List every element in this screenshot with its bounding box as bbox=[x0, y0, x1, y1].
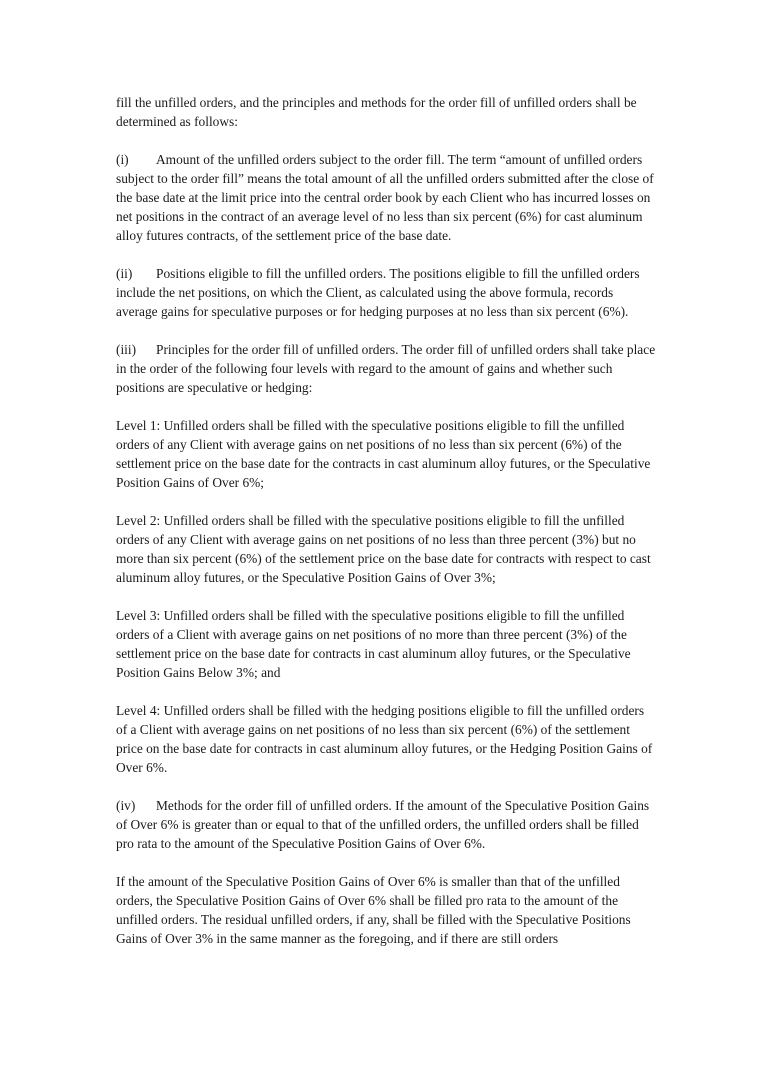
paragraph-item-ii bbox=[116, 264, 656, 321]
paragraph-text: Amount of the unfilled orders subject to the order fill. The term “amount of unfilled orders subject to the order fill” means the total amount of all the unfilled orders submitted after the close of the base date at the limit price into the central order book by each Client who has incurred losses on net positions in the contract of an average level of no less than six percent (6%) for cast aluminum alloy futures contracts, of the settlement price of the base date. bbox=[116, 152, 654, 243]
paragraph-text: Level 2: Unfilled orders shall be filled with the speculative positions eligible to fill the unfilled orders of any Client with average gains on net positions of no less than three percent (3%) but no more than six percent (6%) of the settlement price on the base date for contracts with respect to cast aluminum alloy futures, or the Speculative Position Gains of Over 3%; bbox=[116, 513, 651, 585]
paragraph-level-4 bbox=[116, 701, 656, 777]
paragraph-text: Level 1: Unfilled orders shall be filled with the speculative positions eligible to fill the unfilled orders of any Client with average gains on net positions of no less than six percent (6%) of the settlement price on the base date for the contracts in cast aluminum alloy futures, or the Speculative Position Gains of Over 6%; bbox=[116, 418, 651, 490]
item-number: (ii) bbox=[116, 266, 133, 281]
paragraph-text: Level 4: Unfilled orders shall be filled with the hedging positions eligible to fill the unfilled orders of a Client with average gains on net positions of no less than six percent (6%) of the settlement price on the base date for contracts in cast aluminum alloy futures, or the Hedging Position Gains of Over 6%. bbox=[116, 703, 653, 775]
item-number: (iii) bbox=[116, 342, 137, 357]
paragraph-level-2 bbox=[116, 511, 656, 587]
paragraph-text: Positions eligible to fill the unfilled orders. The positions eligible to fill the unfilled orders include the net positions, on which the Client, as calculated using the above formula, records average gains for speculative purposes or for hedging purposes at no less than six percent (6%). bbox=[116, 266, 640, 319]
paragraph-level-1 bbox=[116, 416, 656, 492]
paragraph-text: If the amount of the Speculative Position Gains of Over 6% is smaller than that of the unfilled orders, the Speculative Position Gains of Over 6% shall be filled pro rata to the amount of the unfilled orders. The residual unfilled orders, if any, shall be filled with the Speculative Positions Gains of Over 3% in the same manner as the foregoing, and if there are still orders bbox=[116, 874, 631, 946]
paragraph-text: Methods for the order fill of unfilled orders. If the amount of the Speculative Position Gains of Over 6% is greater than or equal to that of the unfilled orders, the unfilled orders shall be filled pro rata to the amount of the Speculative Position Gains of Over 6%. bbox=[116, 798, 650, 851]
item-number: (i) bbox=[116, 152, 129, 167]
item-number: (iv) bbox=[116, 798, 136, 813]
document-body bbox=[116, 93, 656, 967]
paragraph-level-3 bbox=[116, 606, 656, 682]
paragraph-item-iv bbox=[116, 796, 656, 853]
paragraph-text: Level 3: Unfilled orders shall be filled with the speculative positions eligible to fill the unfilled orders of a Client with average gains on net positions of no more than three percent (3%) of the settlement price on the base date for contracts in cast aluminum alloy futures, or the Speculative Position Gains Below 3%; and bbox=[116, 608, 631, 680]
paragraph-continuation bbox=[116, 872, 656, 948]
paragraph-item-i bbox=[116, 150, 656, 245]
paragraph-text: fill the unfilled orders, and the principles and methods for the order fill of unfilled orders shall be determined as follows: bbox=[116, 95, 637, 129]
paragraph-text: Principles for the order fill of unfilled orders. The order fill of unfilled orders shall take place in the order of the following four levels with regard to the amount of gains and whether such positions are speculative or hedging: bbox=[116, 342, 656, 395]
paragraph-intro bbox=[116, 93, 656, 131]
paragraph-item-iii bbox=[116, 340, 656, 397]
